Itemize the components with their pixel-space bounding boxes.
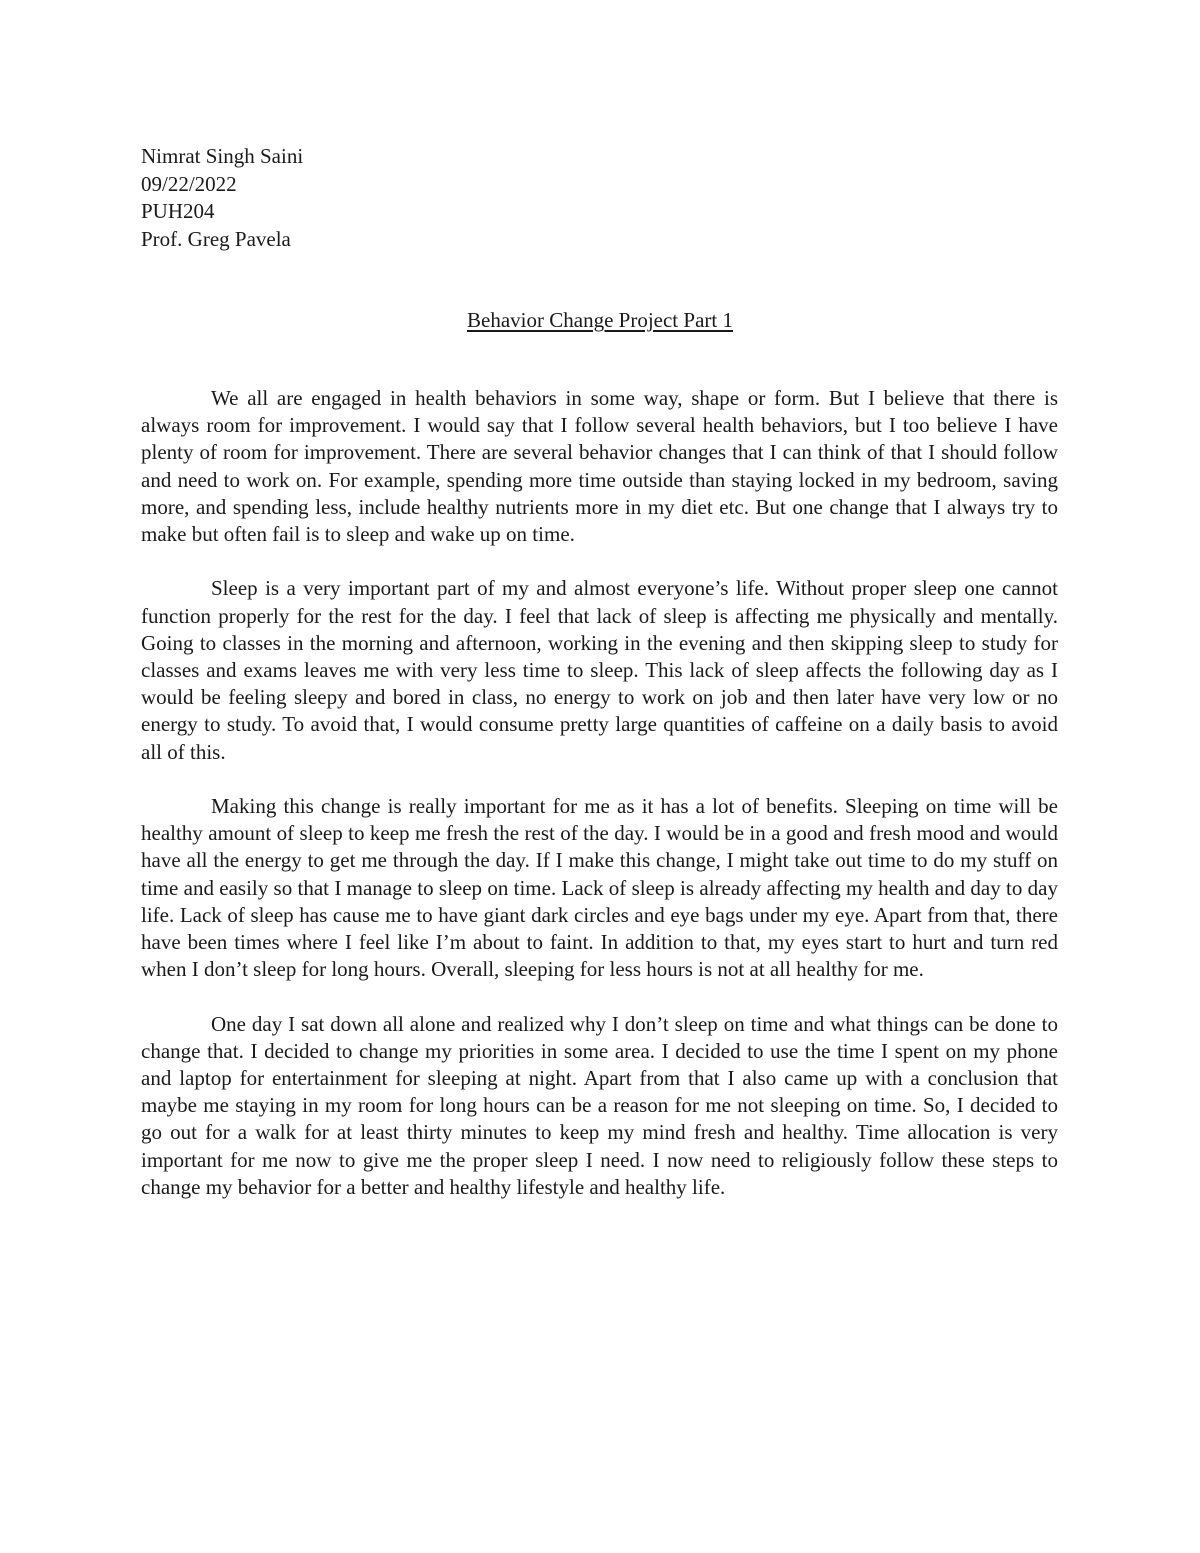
paragraph-4: One day I sat down all alone and realized why I don’t sleep on time and what things can be done to change that. I decided to change my priorities in some area. I decided to use the time I spent on my phone and laptop for entertainment for sleeping at night. Apart from that I also came up with a conclusion that maybe me staying in my room for long hours can be a reason for me not sleeping on time. So, I decided to go out for a walk for at least thirty minutes to keep my mind fresh and healthy. Time allocation is very important for me now to give me the proper sleep I need. I now need to religiously follow these steps to change my behavior for a better and healthy lifestyle and healthy life.	[141, 1011, 1058, 1199]
document-body	[141, 385, 1058, 1228]
author-name: Nimrat Singh Saini	[141, 144, 304, 168]
header-block	[141, 143, 741, 253]
document-date: 09/22/2022	[141, 171, 237, 196]
course-code: PUH204	[141, 199, 215, 223]
paragraph-1: We all are engaged in health behaviors in some way, shape or form. But I believe that there is always room for improvement. I would say that I follow several health behaviors, but I too believe I have plenty of room for improvement. There are several behavior changes that I can think of that I should follow and need to work on. For example, spending more time outside than staying locked in my bedroom, saving more, and spending less, include healthy nutrients more in my diet etc. But one change that I always try to make but often fail is to sleep and wake up on time.	[141, 386, 1058, 547]
document-title: Behavior Change Project Part 1	[467, 308, 733, 332]
paragraph-3: Making this change is really important for me as it has a lot of benefits. Sleeping on time will be healthy amount of sleep to keep me fresh the rest of the day. I would be in a good and fresh mood and would have all the energy to get me through the day. If I make this change, I might take out time to do my stuff on time and easily so that I manage to sleep on time. Lack of sleep is already affecting my health and day to day life. Lack of sleep has cause me to have giant dark circles and eye bags under my eye. Apart from that, there have been times where I feel like I’m about to faint. In addition to that, my eyes start to hurt and turn red when I don’t sleep for long hours. Overall, sleeping for less hours is not at all healthy for me.	[141, 794, 1058, 982]
professor-name: Prof. Greg Pavela	[141, 226, 291, 251]
paragraph-2: Sleep is a very important part of my and almost everyone’s life. Without proper sleep one cannot function properly for the rest for the day. I feel that lack of sleep is affecting me physically and mentally. Going to classes in the morning and afternoon, working in the evening and then skipping sleep to study for classes and exams leaves me with very less time to sleep. This lack of sleep affects the following day as I would be feeling sleepy and bored in class, no energy to work on job and then later have very low or no energy to study. To avoid that, I would consume pretty large quantities of caffeine on a daily basis to avoid all of this.	[141, 576, 1058, 764]
